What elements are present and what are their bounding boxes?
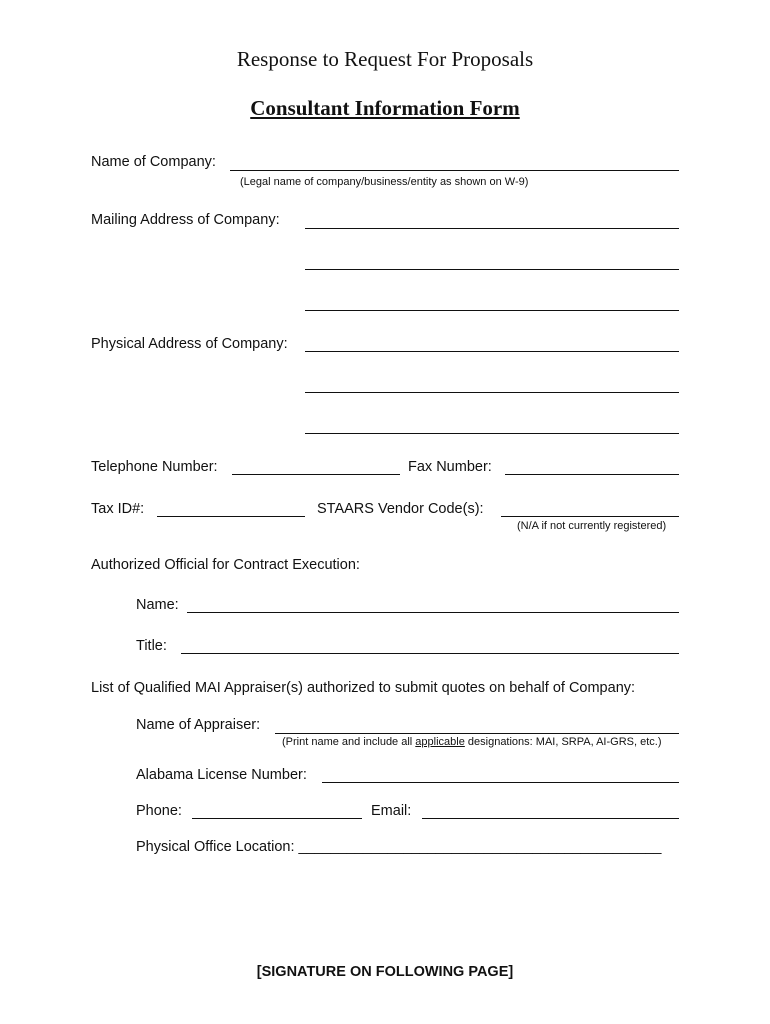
- mailing-address-field-3[interactable]: [305, 310, 679, 311]
- tax-id-field[interactable]: [157, 516, 305, 517]
- email-label: Email:: [371, 803, 412, 819]
- staars-vendor-code-field[interactable]: [501, 516, 679, 517]
- form-heading: Response to Request For Proposals: [236, 47, 534, 71]
- official-name-field[interactable]: [187, 612, 679, 613]
- authorized-official-heading: Authorized Official for Contract Execution:: [91, 557, 360, 573]
- official-title-field[interactable]: [181, 653, 679, 654]
- physical-address-label: Physical Address of Company:: [91, 336, 288, 352]
- office-location-field[interactable]: _____________________________________________: [298, 839, 662, 855]
- appraiser-name-field[interactable]: [275, 733, 679, 734]
- company-name-note: (Legal name of company/business/entity as shown on W-9): [240, 176, 529, 188]
- mailing-address-label: Mailing Address of Company:: [91, 212, 280, 228]
- official-title-label: Title:: [136, 638, 167, 654]
- office-location-label: Physical Office Location:: [136, 839, 299, 855]
- company-name-field[interactable]: [230, 170, 679, 171]
- office-location-line[interactable]: [136, 839, 661, 855]
- company-name-label: Name of Company:: [91, 154, 216, 170]
- email-field[interactable]: [422, 818, 679, 819]
- telephone-label: Telephone Number:: [91, 459, 218, 475]
- staars-note: (N/A if not currently registered): [517, 520, 667, 532]
- signature-footer: [SIGNATURE ON FOLLOWING PAGE]: [256, 964, 514, 980]
- physical-address-field-2[interactable]: [305, 392, 679, 393]
- fax-field[interactable]: [505, 474, 679, 475]
- staars-vendor-code-label: STAARS Vendor Code(s):: [317, 501, 484, 517]
- physical-address-field-3[interactable]: [305, 433, 679, 434]
- form-title: Consultant Information Form: [250, 96, 520, 120]
- phone-label: Phone:: [136, 803, 182, 819]
- physical-address-field-1[interactable]: [305, 351, 679, 352]
- license-number-field[interactable]: [322, 782, 679, 783]
- official-name-label: Name:: [136, 597, 179, 613]
- license-number-label: Alabama License Number:: [136, 767, 307, 783]
- appraiser-name-label: Name of Appraiser:: [136, 717, 261, 733]
- appraisers-heading: List of Qualified MAI Appraiser(s) authorized to submit quotes on behalf of Company:: [91, 680, 636, 696]
- telephone-field[interactable]: [232, 474, 400, 475]
- fax-label: Fax Number:: [408, 459, 492, 475]
- appraiser-name-note: (Print name and include all applicable designations: MAI, SRPA, AI-GRS, etc.): [282, 736, 662, 748]
- tax-id-label: Tax ID#:: [91, 501, 145, 517]
- mailing-address-field-1[interactable]: [305, 228, 679, 229]
- phone-field[interactable]: [192, 818, 362, 819]
- mailing-address-field-2[interactable]: [305, 269, 679, 270]
